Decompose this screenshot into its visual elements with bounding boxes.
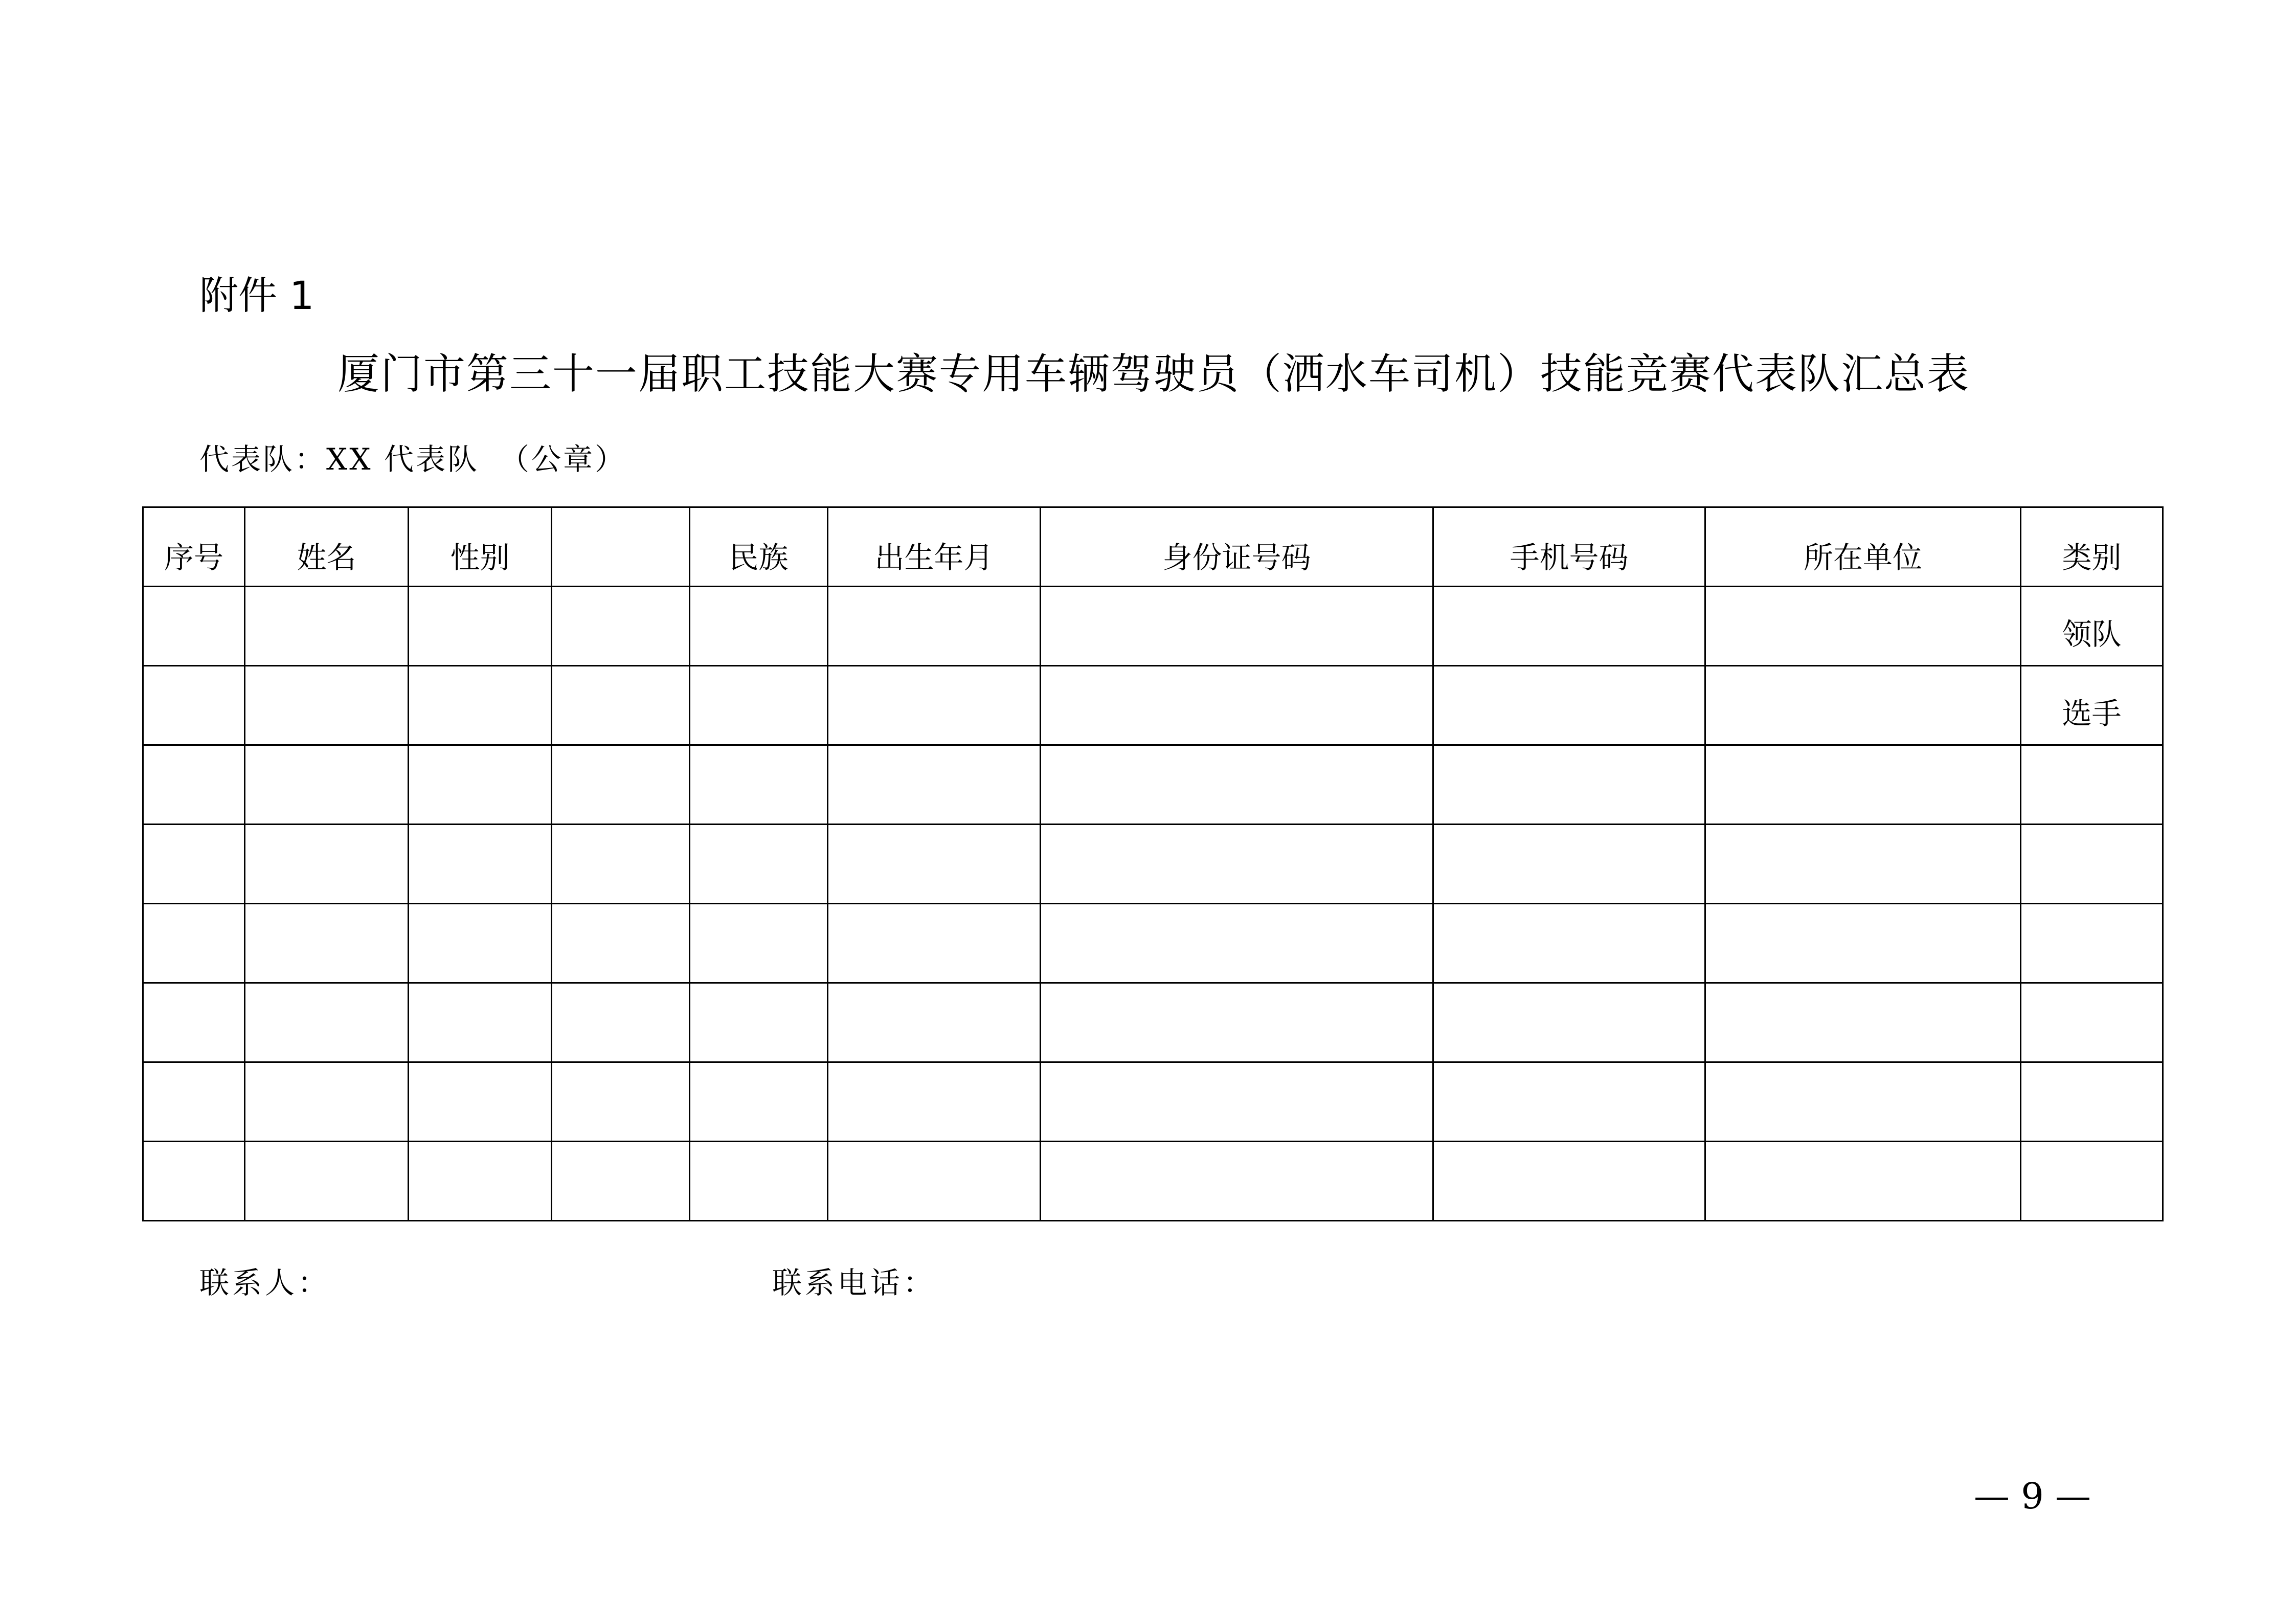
cell-name[interactable] xyxy=(245,1142,409,1221)
header-gender: 性别 xyxy=(409,507,552,587)
cell-phone[interactable] xyxy=(1433,1062,1705,1142)
cell-workplace[interactable] xyxy=(1705,587,2021,666)
cell-type[interactable] xyxy=(2021,825,2163,904)
cell-birth[interactable] xyxy=(828,745,1041,825)
table-row xyxy=(143,904,2163,983)
cell-gender[interactable] xyxy=(409,904,552,983)
cell-type[interactable] xyxy=(2021,1062,2163,1142)
cell-blank[interactable] xyxy=(552,666,690,745)
cell-workplace[interactable] xyxy=(1705,1062,2021,1142)
cell-name[interactable] xyxy=(245,666,409,745)
cell-birth[interactable] xyxy=(828,983,1041,1062)
roster-table xyxy=(142,506,2164,1221)
cell-gender[interactable] xyxy=(409,1062,552,1142)
cell-serial[interactable] xyxy=(143,904,245,983)
cell-id-number[interactable] xyxy=(1041,825,1433,904)
cell-id-number[interactable] xyxy=(1041,904,1433,983)
cell-phone[interactable] xyxy=(1433,904,1705,983)
cell-gender[interactable] xyxy=(409,1142,552,1221)
header-type: 类别 xyxy=(2021,507,2163,587)
cell-workplace[interactable] xyxy=(1705,983,2021,1062)
cell-name[interactable] xyxy=(245,825,409,904)
cell-id-number[interactable] xyxy=(1041,1142,1433,1221)
cell-birth[interactable] xyxy=(828,587,1041,666)
cell-workplace[interactable] xyxy=(1705,666,2021,745)
cell-gender[interactable] xyxy=(409,666,552,745)
cell-phone[interactable] xyxy=(1433,745,1705,825)
cell-blank[interactable] xyxy=(552,587,690,666)
cell-ethnicity[interactable] xyxy=(690,587,828,666)
cell-id-number[interactable] xyxy=(1041,983,1433,1062)
cell-birth[interactable] xyxy=(828,666,1041,745)
cell-type[interactable] xyxy=(2021,904,2163,983)
cell-ethnicity[interactable] xyxy=(690,745,828,825)
contact-person-label: 联系人： xyxy=(199,1265,331,1300)
cell-ethnicity[interactable] xyxy=(690,1062,828,1142)
cell-ethnicity[interactable] xyxy=(690,1142,828,1221)
cell-blank[interactable] xyxy=(552,1062,690,1142)
cell-serial[interactable] xyxy=(143,1062,245,1142)
team-line xyxy=(199,440,626,479)
cell-workplace[interactable] xyxy=(1705,1142,2021,1221)
header-name: 姓名 xyxy=(245,507,409,587)
cell-workplace[interactable] xyxy=(1705,745,2021,825)
cell-name[interactable] xyxy=(245,904,409,983)
cell-phone[interactable] xyxy=(1433,983,1705,1062)
cell-ethnicity[interactable] xyxy=(690,983,828,1062)
cell-phone[interactable] xyxy=(1433,825,1705,904)
cell-gender[interactable] xyxy=(409,587,552,666)
team-label: 代表队：XX 代表队 xyxy=(199,442,480,477)
document-title: 厦门市第三十一届职工技能大赛专用车辆驾驶员（洒水车司机）技能竞赛代表队汇总表 xyxy=(337,350,1970,398)
table-header-row xyxy=(143,507,2163,587)
cell-gender[interactable] xyxy=(409,983,552,1062)
cell-serial[interactable] xyxy=(143,666,245,745)
cell-serial[interactable] xyxy=(143,983,245,1062)
cell-serial[interactable] xyxy=(143,745,245,825)
cell-birth[interactable] xyxy=(828,825,1041,904)
cell-birth[interactable] xyxy=(828,1142,1041,1221)
cell-name[interactable] xyxy=(245,587,409,666)
cell-phone[interactable] xyxy=(1433,587,1705,666)
cell-workplace[interactable] xyxy=(1705,904,2021,983)
cell-gender[interactable] xyxy=(409,825,552,904)
header-workplace: 所在单位 xyxy=(1705,507,2021,587)
header-phone: 手机号码 xyxy=(1433,507,1705,587)
cell-blank[interactable] xyxy=(552,745,690,825)
table-row xyxy=(143,825,2163,904)
cell-serial[interactable] xyxy=(143,1142,245,1221)
cell-serial[interactable] xyxy=(143,825,245,904)
header-id-number: 身份证号码 xyxy=(1041,507,1433,587)
cell-id-number[interactable] xyxy=(1041,666,1433,745)
cell-type[interactable]: 选手 xyxy=(2021,666,2163,745)
cell-id-number[interactable] xyxy=(1041,1062,1433,1142)
seal-label: （公章） xyxy=(500,442,627,477)
cell-id-number[interactable] xyxy=(1041,587,1433,666)
cell-type[interactable] xyxy=(2021,1142,2163,1221)
header-serial: 序号 xyxy=(143,507,245,587)
cell-gender[interactable] xyxy=(409,745,552,825)
table-row xyxy=(143,983,2163,1062)
cell-ethnicity[interactable] xyxy=(690,825,828,904)
cell-blank[interactable] xyxy=(552,983,690,1062)
cell-phone[interactable] xyxy=(1433,666,1705,745)
cell-workplace[interactable] xyxy=(1705,825,2021,904)
cell-name[interactable] xyxy=(245,983,409,1062)
header-blank xyxy=(552,507,690,587)
cell-type[interactable] xyxy=(2021,745,2163,825)
cell-type[interactable]: 领队 xyxy=(2021,587,2163,666)
cell-birth[interactable] xyxy=(828,904,1041,983)
cell-serial[interactable] xyxy=(143,587,245,666)
table-row xyxy=(143,666,2163,745)
cell-birth[interactable] xyxy=(828,1062,1041,1142)
table-row xyxy=(143,1062,2163,1142)
cell-name[interactable] xyxy=(245,745,409,825)
cell-blank[interactable] xyxy=(552,1142,690,1221)
contact-phone-label: 联系电话： xyxy=(772,1265,936,1300)
header-ethnicity: 民族 xyxy=(690,507,828,587)
cell-blank[interactable] xyxy=(552,825,690,904)
table-row xyxy=(143,587,2163,666)
table-row xyxy=(143,745,2163,825)
attachment-label: 附件 1 xyxy=(199,273,314,318)
cell-blank[interactable] xyxy=(552,904,690,983)
cell-phone[interactable] xyxy=(1433,1142,1705,1221)
cell-ethnicity[interactable] xyxy=(690,904,828,983)
cell-id-number[interactable] xyxy=(1041,745,1433,825)
page-number: — 9 — xyxy=(1974,1475,2091,1517)
cell-name[interactable] xyxy=(245,1062,409,1142)
table-row xyxy=(143,1142,2163,1221)
cell-ethnicity[interactable] xyxy=(690,666,828,745)
header-birth: 出生年月 xyxy=(828,507,1041,587)
cell-type[interactable] xyxy=(2021,983,2163,1062)
